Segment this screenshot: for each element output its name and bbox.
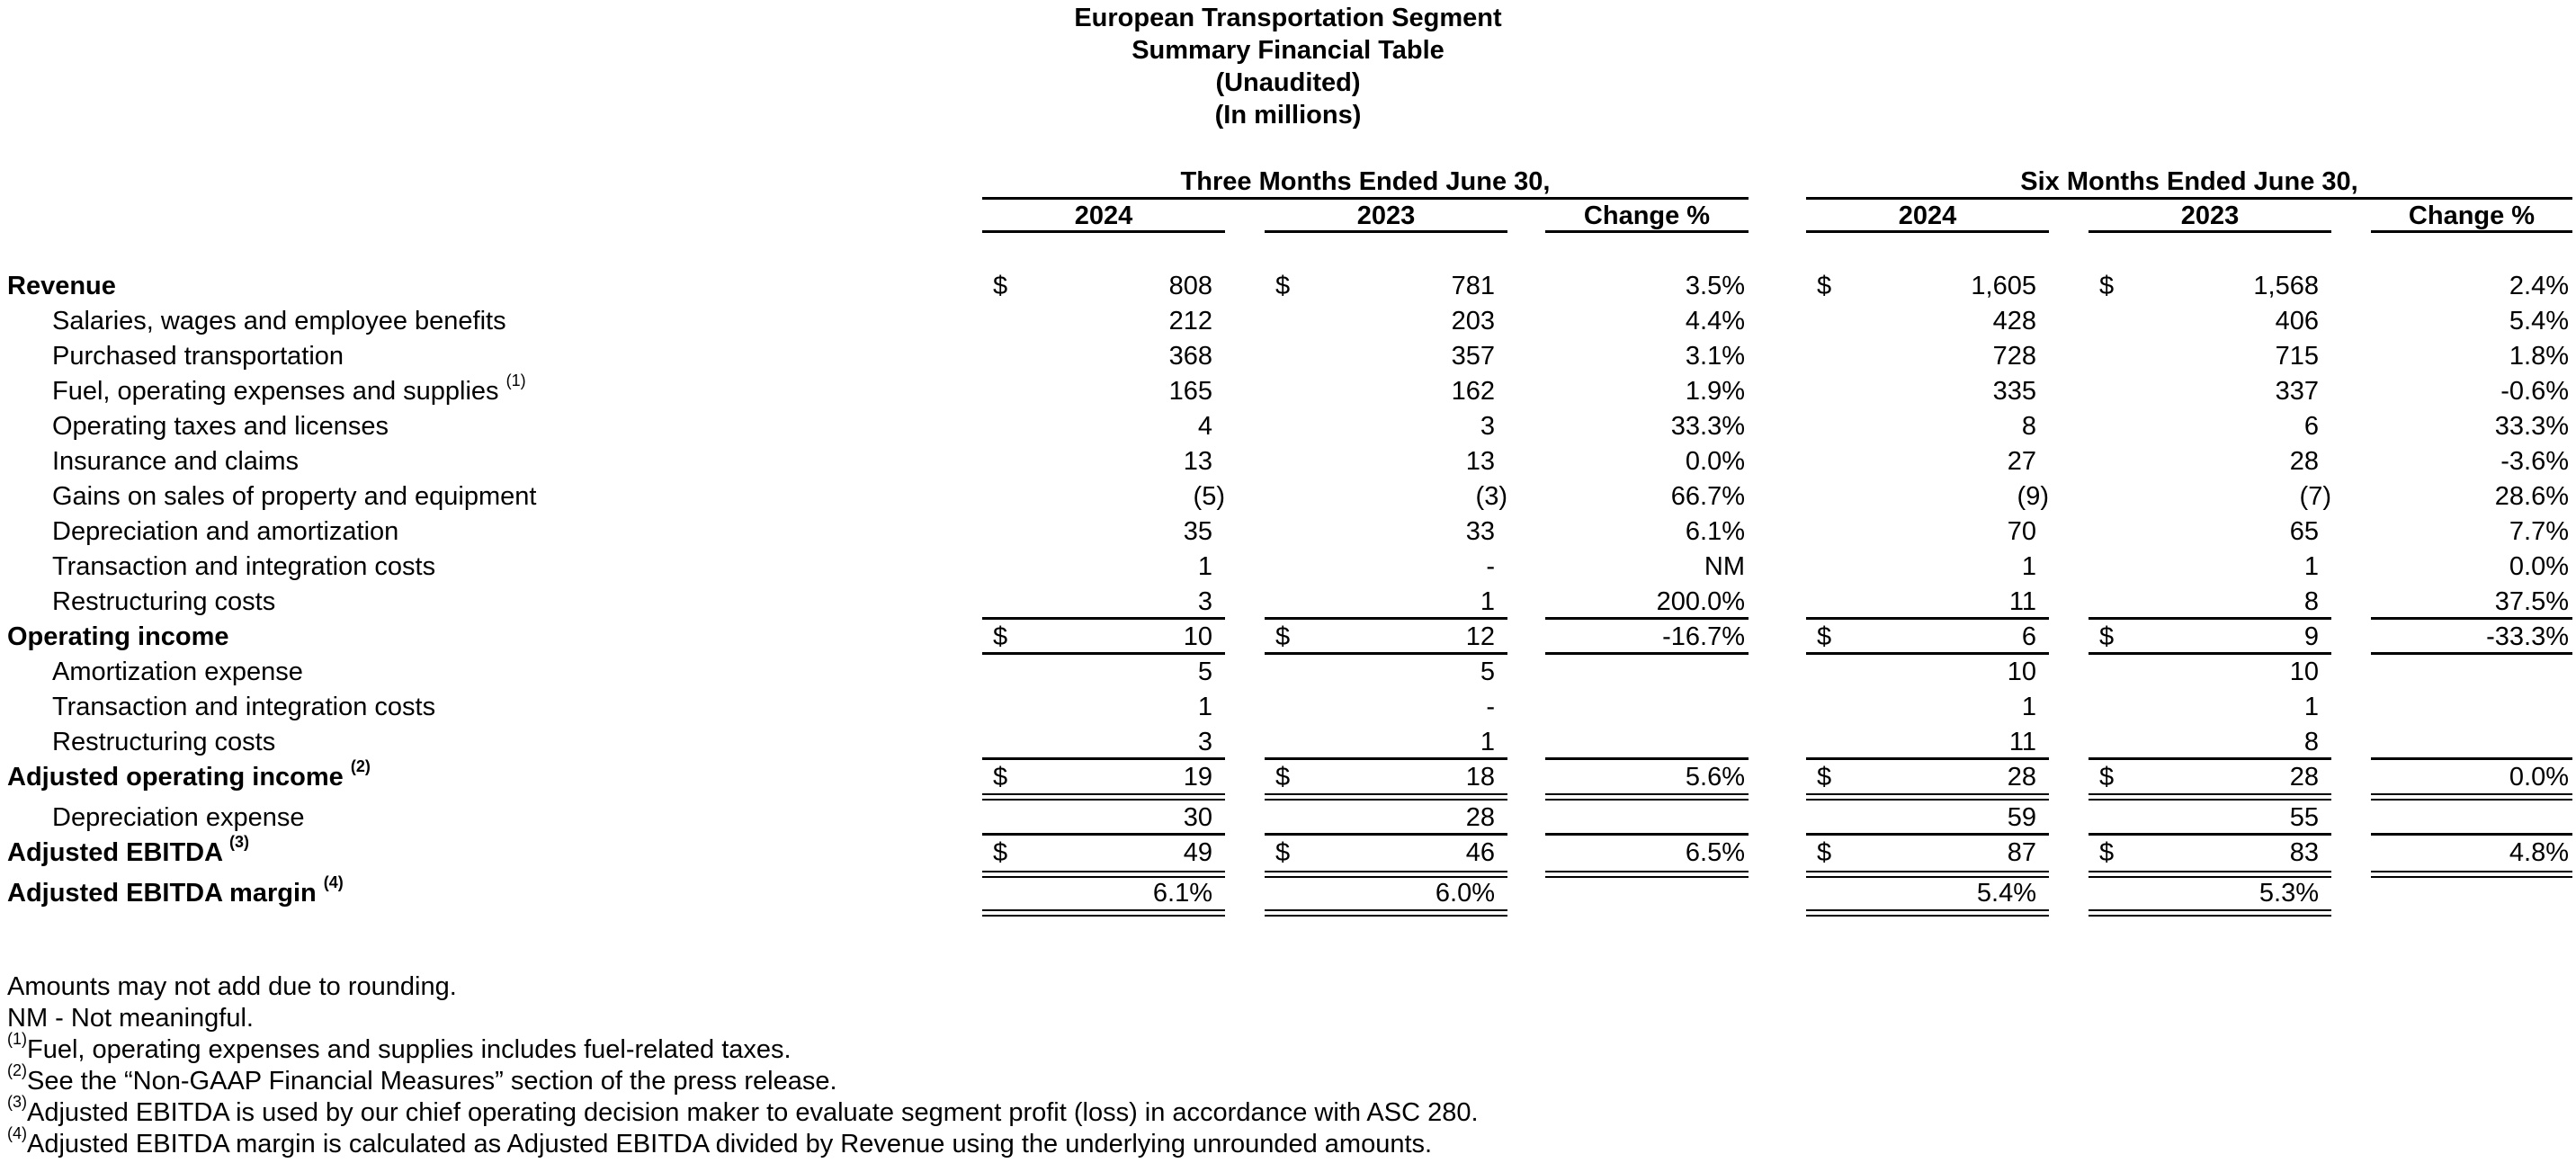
double-rule bbox=[2089, 871, 2331, 878]
table-cell: 1 bbox=[1197, 552, 1212, 581]
footnote-text: Amounts may not add due to rounding. bbox=[7, 972, 457, 1001]
rule bbox=[982, 230, 1225, 233]
table-cell: 5.4% bbox=[2509, 307, 2569, 335]
title-line: (Unaudited) bbox=[1215, 68, 1361, 97]
double-rule bbox=[2371, 871, 2572, 878]
rule bbox=[2089, 617, 2331, 620]
currency-sign: $ bbox=[993, 622, 1008, 651]
table-cell: 28 bbox=[2007, 763, 2036, 792]
rule bbox=[2089, 652, 2331, 655]
table-cell: 4.8% bbox=[2509, 838, 2569, 867]
row-label bbox=[52, 801, 305, 835]
table-cell: 8 bbox=[2303, 728, 2319, 756]
table-cell: 2.4% bbox=[2509, 272, 2569, 300]
table-cell: 1,605 bbox=[1971, 272, 2036, 300]
double-rule bbox=[982, 871, 1225, 878]
table-cell: 337 bbox=[2275, 377, 2319, 406]
footnote bbox=[7, 1061, 837, 1098]
group-header-three-months: Three Months Ended June 30, bbox=[1180, 167, 1551, 196]
row-label bbox=[52, 725, 275, 759]
row-label bbox=[7, 620, 229, 654]
row-label-text: Purchased transportation bbox=[52, 342, 344, 371]
footnote-text: NM - Not meaningful. bbox=[7, 1004, 254, 1033]
table-cell: -3.6% bbox=[2500, 447, 2569, 476]
column-header: 2024 bbox=[1898, 201, 1957, 230]
rule bbox=[1806, 652, 2049, 655]
row-label bbox=[52, 550, 435, 584]
footnote-marker: (1) bbox=[7, 1030, 27, 1049]
table-cell: 35 bbox=[1183, 517, 1212, 546]
rule bbox=[2371, 230, 2572, 233]
table-cell: 27 bbox=[2007, 447, 2036, 476]
rule bbox=[2371, 652, 2572, 655]
currency-sign: $ bbox=[1275, 622, 1291, 651]
rule bbox=[1545, 617, 1749, 620]
footnote-text: Adjusted EBITDA is used by our chief operating decision maker to evaluate segment profit (loss) in accordance with ASC 280. bbox=[27, 1098, 1479, 1127]
row-label-text: Salaries, wages and employee benefits bbox=[52, 307, 506, 335]
table-cell: 1 bbox=[2021, 693, 2036, 721]
rule bbox=[2089, 230, 2331, 233]
double-rule bbox=[1545, 793, 1749, 801]
rule bbox=[2371, 833, 2572, 836]
table-cell: 13 bbox=[1183, 447, 1212, 476]
table-cell: 9 bbox=[2303, 622, 2319, 651]
row-label bbox=[52, 339, 344, 373]
double-rule bbox=[1806, 871, 2049, 878]
double-rule bbox=[982, 909, 1225, 917]
currency-sign: $ bbox=[993, 838, 1008, 867]
table-cell: 10 bbox=[2007, 658, 2036, 686]
table-cell: 6 bbox=[2303, 412, 2319, 441]
table-cell: 19 bbox=[1183, 763, 1212, 792]
table-cell: 13 bbox=[1465, 447, 1495, 476]
table-cell: 1 bbox=[1197, 693, 1212, 721]
table-cell: -16.7% bbox=[1662, 622, 1745, 651]
table-cell: 30 bbox=[1183, 803, 1212, 832]
double-rule bbox=[1265, 793, 1507, 801]
row-label-text: Restructuring costs bbox=[52, 728, 276, 756]
table-cell: 0.0% bbox=[1685, 447, 1745, 476]
footnote-marker: (2) bbox=[350, 757, 371, 776]
table-cell: 11 bbox=[2008, 587, 2036, 616]
rule bbox=[1265, 833, 1507, 836]
table-cell: 1 bbox=[2303, 552, 2319, 581]
table-cell: 1.9% bbox=[1685, 377, 1745, 406]
double-rule bbox=[2371, 793, 2572, 801]
title-line: (In millions) bbox=[1214, 101, 1362, 130]
table-cell: 46 bbox=[1465, 838, 1495, 867]
table-cell: 5.4% bbox=[1976, 879, 2036, 908]
double-rule bbox=[1806, 909, 2049, 917]
table-cell: 10 bbox=[2289, 658, 2319, 686]
footnote bbox=[7, 970, 457, 1004]
footnote-text: See the “Non-GAAP Financial Measures” section of the press release. bbox=[27, 1067, 837, 1096]
footnote-marker: (4) bbox=[7, 1124, 27, 1143]
rule bbox=[1265, 230, 1507, 233]
rule bbox=[1545, 833, 1749, 836]
table-cell: 5.3% bbox=[2258, 879, 2319, 908]
table-cell: 8 bbox=[2303, 587, 2319, 616]
footnote-text: Fuel, operating expenses and supplies includes fuel-related taxes. bbox=[27, 1035, 792, 1064]
table-cell: 33.3% bbox=[1670, 412, 1745, 441]
table-cell: 728 bbox=[1992, 342, 2036, 371]
table-cell: 368 bbox=[1168, 342, 1212, 371]
rule bbox=[1265, 757, 1507, 760]
table-cell: 6 bbox=[2021, 622, 2036, 651]
table-cell: 3 bbox=[1197, 728, 1212, 756]
table-cell: 1.8% bbox=[2509, 342, 2569, 371]
table-cell: 1 bbox=[1480, 728, 1495, 756]
row-label-text: Operating income bbox=[7, 622, 229, 651]
table-cell: 11 bbox=[2008, 728, 2036, 756]
rule bbox=[1806, 757, 2049, 760]
row-label bbox=[52, 585, 275, 619]
rule bbox=[1806, 230, 2049, 233]
table-cell: 28.6% bbox=[2494, 482, 2569, 511]
table-cell: 1,568 bbox=[2253, 272, 2319, 300]
column-header: 2023 bbox=[2180, 201, 2240, 230]
table-cell: 70 bbox=[2007, 517, 2036, 546]
table-cell: 165 bbox=[1168, 377, 1212, 406]
row-label-text: Depreciation and amortization bbox=[52, 517, 399, 546]
table-cell: 37.5% bbox=[2494, 587, 2569, 616]
footnote-marker: (2) bbox=[7, 1061, 27, 1080]
table-cell: 3 bbox=[1480, 412, 1495, 441]
row-label bbox=[52, 304, 506, 338]
row-label bbox=[52, 690, 435, 724]
rule bbox=[982, 833, 1225, 836]
footnote-marker: (3) bbox=[7, 1093, 27, 1112]
table-cell: 10 bbox=[1183, 622, 1212, 651]
rule bbox=[1806, 833, 2049, 836]
table-cell: 7.7% bbox=[2509, 517, 2569, 546]
currency-sign: $ bbox=[1275, 763, 1291, 792]
table-cell: 6.5% bbox=[1685, 838, 1745, 867]
row-label-text: Restructuring costs bbox=[52, 587, 276, 616]
footnote-marker: (1) bbox=[505, 371, 526, 390]
table-cell: 83 bbox=[2289, 838, 2319, 867]
row-label-text: Fuel, operating expenses and supplies bbox=[52, 377, 499, 406]
row-label bbox=[7, 873, 344, 910]
row-label bbox=[7, 269, 116, 303]
table-cell: 808 bbox=[1168, 272, 1212, 300]
row-label-text: Adjusted operating income bbox=[7, 763, 344, 792]
table-cell: 0.0% bbox=[2509, 552, 2569, 581]
table-cell: - bbox=[1486, 693, 1495, 721]
table-cell: 59 bbox=[2007, 803, 2036, 832]
table-cell: 33 bbox=[1465, 517, 1495, 546]
double-rule bbox=[1265, 871, 1507, 878]
table-cell: 28 bbox=[2289, 763, 2319, 792]
table-cell: 3.1% bbox=[1685, 342, 1745, 371]
table-cell: (9) bbox=[2017, 482, 2049, 511]
row-label-text: Operating taxes and licenses bbox=[52, 412, 389, 441]
table-cell: -33.3% bbox=[2486, 622, 2569, 651]
footnote-marker: (4) bbox=[323, 873, 344, 892]
table-cell: 5 bbox=[1197, 658, 1212, 686]
rule bbox=[982, 757, 1225, 760]
row-label bbox=[7, 757, 371, 794]
row-label-text: Transaction and integration costs bbox=[52, 552, 436, 581]
title-line: Summary Financial Table bbox=[1131, 36, 1445, 65]
table-cell: 28 bbox=[1465, 803, 1495, 832]
rule bbox=[1545, 652, 1749, 655]
row-label-text: Transaction and integration costs bbox=[52, 693, 436, 721]
table-cell: 1 bbox=[2021, 552, 2036, 581]
rule bbox=[1545, 230, 1749, 233]
currency-sign: $ bbox=[1817, 763, 1832, 792]
table-cell: 5.6% bbox=[1685, 763, 1745, 792]
column-header: 2024 bbox=[1074, 201, 1133, 230]
currency-sign: $ bbox=[2099, 622, 2115, 651]
title-line: European Transportation Segment bbox=[1074, 4, 1502, 32]
table-cell: 6.1% bbox=[1685, 517, 1745, 546]
table-cell: 8 bbox=[2021, 412, 2036, 441]
currency-sign: $ bbox=[2099, 763, 2115, 792]
rule bbox=[2371, 617, 2572, 620]
table-cell: (5) bbox=[1193, 482, 1225, 511]
currency-sign: $ bbox=[1275, 272, 1291, 300]
table-cell: 357 bbox=[1451, 342, 1495, 371]
row-label bbox=[52, 514, 398, 549]
table-cell: 6.0% bbox=[1435, 879, 1495, 908]
row-label bbox=[52, 371, 526, 408]
currency-sign: $ bbox=[1817, 838, 1832, 867]
rule bbox=[982, 197, 1749, 200]
table-cell: NM bbox=[1704, 552, 1745, 581]
row-label-text: Adjusted EBITDA margin bbox=[7, 879, 317, 908]
table-cell: 162 bbox=[1451, 377, 1495, 406]
currency-sign: $ bbox=[1817, 272, 1832, 300]
table-cell: 3 bbox=[1197, 587, 1212, 616]
table-cell: - bbox=[1486, 552, 1495, 581]
rule bbox=[2089, 757, 2331, 760]
rule bbox=[1265, 652, 1507, 655]
currency-sign: $ bbox=[1275, 838, 1291, 867]
currency-sign: $ bbox=[993, 763, 1008, 792]
rule bbox=[2371, 757, 2572, 760]
table-cell: 28 bbox=[2289, 447, 2319, 476]
table-cell: 65 bbox=[2289, 517, 2319, 546]
rule bbox=[1265, 617, 1507, 620]
rule bbox=[1806, 617, 2049, 620]
rule bbox=[1545, 757, 1749, 760]
column-header: Change % bbox=[2408, 201, 2536, 230]
rule bbox=[1806, 197, 2572, 200]
table-cell: (7) bbox=[2299, 482, 2331, 511]
double-rule bbox=[982, 793, 1225, 801]
double-rule bbox=[1806, 793, 2049, 801]
table-cell: 212 bbox=[1168, 307, 1212, 335]
table-cell: 0.0% bbox=[2509, 763, 2569, 792]
row-label-text: Amortization expense bbox=[52, 658, 303, 686]
column-header: 2023 bbox=[1356, 201, 1416, 230]
table-cell: 12 bbox=[1465, 622, 1495, 651]
footnote bbox=[7, 1093, 1479, 1130]
table-cell: 6.1% bbox=[1152, 879, 1212, 908]
row-label-text: Gains on sales of property and equipment bbox=[52, 482, 537, 511]
table-cell: 5 bbox=[1480, 658, 1495, 686]
double-rule bbox=[1265, 909, 1507, 917]
row-label-text: Depreciation expense bbox=[52, 803, 305, 832]
row-label bbox=[52, 479, 536, 514]
currency-sign: $ bbox=[993, 272, 1008, 300]
rule bbox=[982, 617, 1225, 620]
row-label bbox=[52, 444, 299, 479]
table-cell: 335 bbox=[1992, 377, 2036, 406]
table-cell: 55 bbox=[2289, 803, 2319, 832]
row-label bbox=[52, 655, 303, 689]
table-cell: 49 bbox=[1183, 838, 1212, 867]
table-cell: 1 bbox=[2303, 693, 2319, 721]
table-cell: 428 bbox=[1992, 307, 2036, 335]
footnote-text: Adjusted EBITDA margin is calculated as Adjusted EBITDA divided by Revenue using the underlying unrounded amounts. bbox=[27, 1130, 1433, 1159]
rule bbox=[2089, 833, 2331, 836]
table-cell: 33.3% bbox=[2494, 412, 2569, 441]
table-cell: 781 bbox=[1451, 272, 1495, 300]
table-cell: 715 bbox=[2275, 342, 2319, 371]
table-cell: 203 bbox=[1451, 307, 1495, 335]
row-label-text: Adjusted EBITDA bbox=[7, 838, 222, 867]
table-cell: 1 bbox=[1480, 587, 1495, 616]
footnote-marker: (3) bbox=[229, 833, 250, 852]
currency-sign: $ bbox=[2099, 838, 2115, 867]
row-label bbox=[52, 409, 389, 443]
table-cell: 406 bbox=[2275, 307, 2319, 335]
rule bbox=[982, 652, 1225, 655]
table-cell: 87 bbox=[2007, 838, 2036, 867]
table-cell: 200.0% bbox=[1656, 587, 1745, 616]
double-rule bbox=[1545, 871, 1749, 878]
footnote bbox=[7, 1030, 792, 1067]
currency-sign: $ bbox=[2099, 272, 2115, 300]
footnote bbox=[7, 1124, 1433, 1161]
row-label-text: Revenue bbox=[7, 272, 116, 300]
footnote bbox=[7, 1001, 254, 1035]
table-cell: (3) bbox=[1475, 482, 1507, 511]
table-cell: 18 bbox=[1465, 763, 1495, 792]
row-label bbox=[7, 833, 250, 870]
double-rule bbox=[2089, 793, 2331, 801]
row-label-text: Insurance and claims bbox=[52, 447, 300, 476]
column-header: Change % bbox=[1583, 201, 1711, 230]
currency-sign: $ bbox=[1817, 622, 1832, 651]
table-cell: 66.7% bbox=[1670, 482, 1745, 511]
table-cell: -0.6% bbox=[2500, 377, 2569, 406]
group-header-six-months: Six Months Ended June 30, bbox=[2020, 167, 2358, 196]
table-cell: 4.4% bbox=[1685, 307, 1745, 335]
double-rule bbox=[2089, 909, 2331, 917]
table-cell: 3.5% bbox=[1685, 272, 1745, 300]
table-cell: 4 bbox=[1197, 412, 1212, 441]
